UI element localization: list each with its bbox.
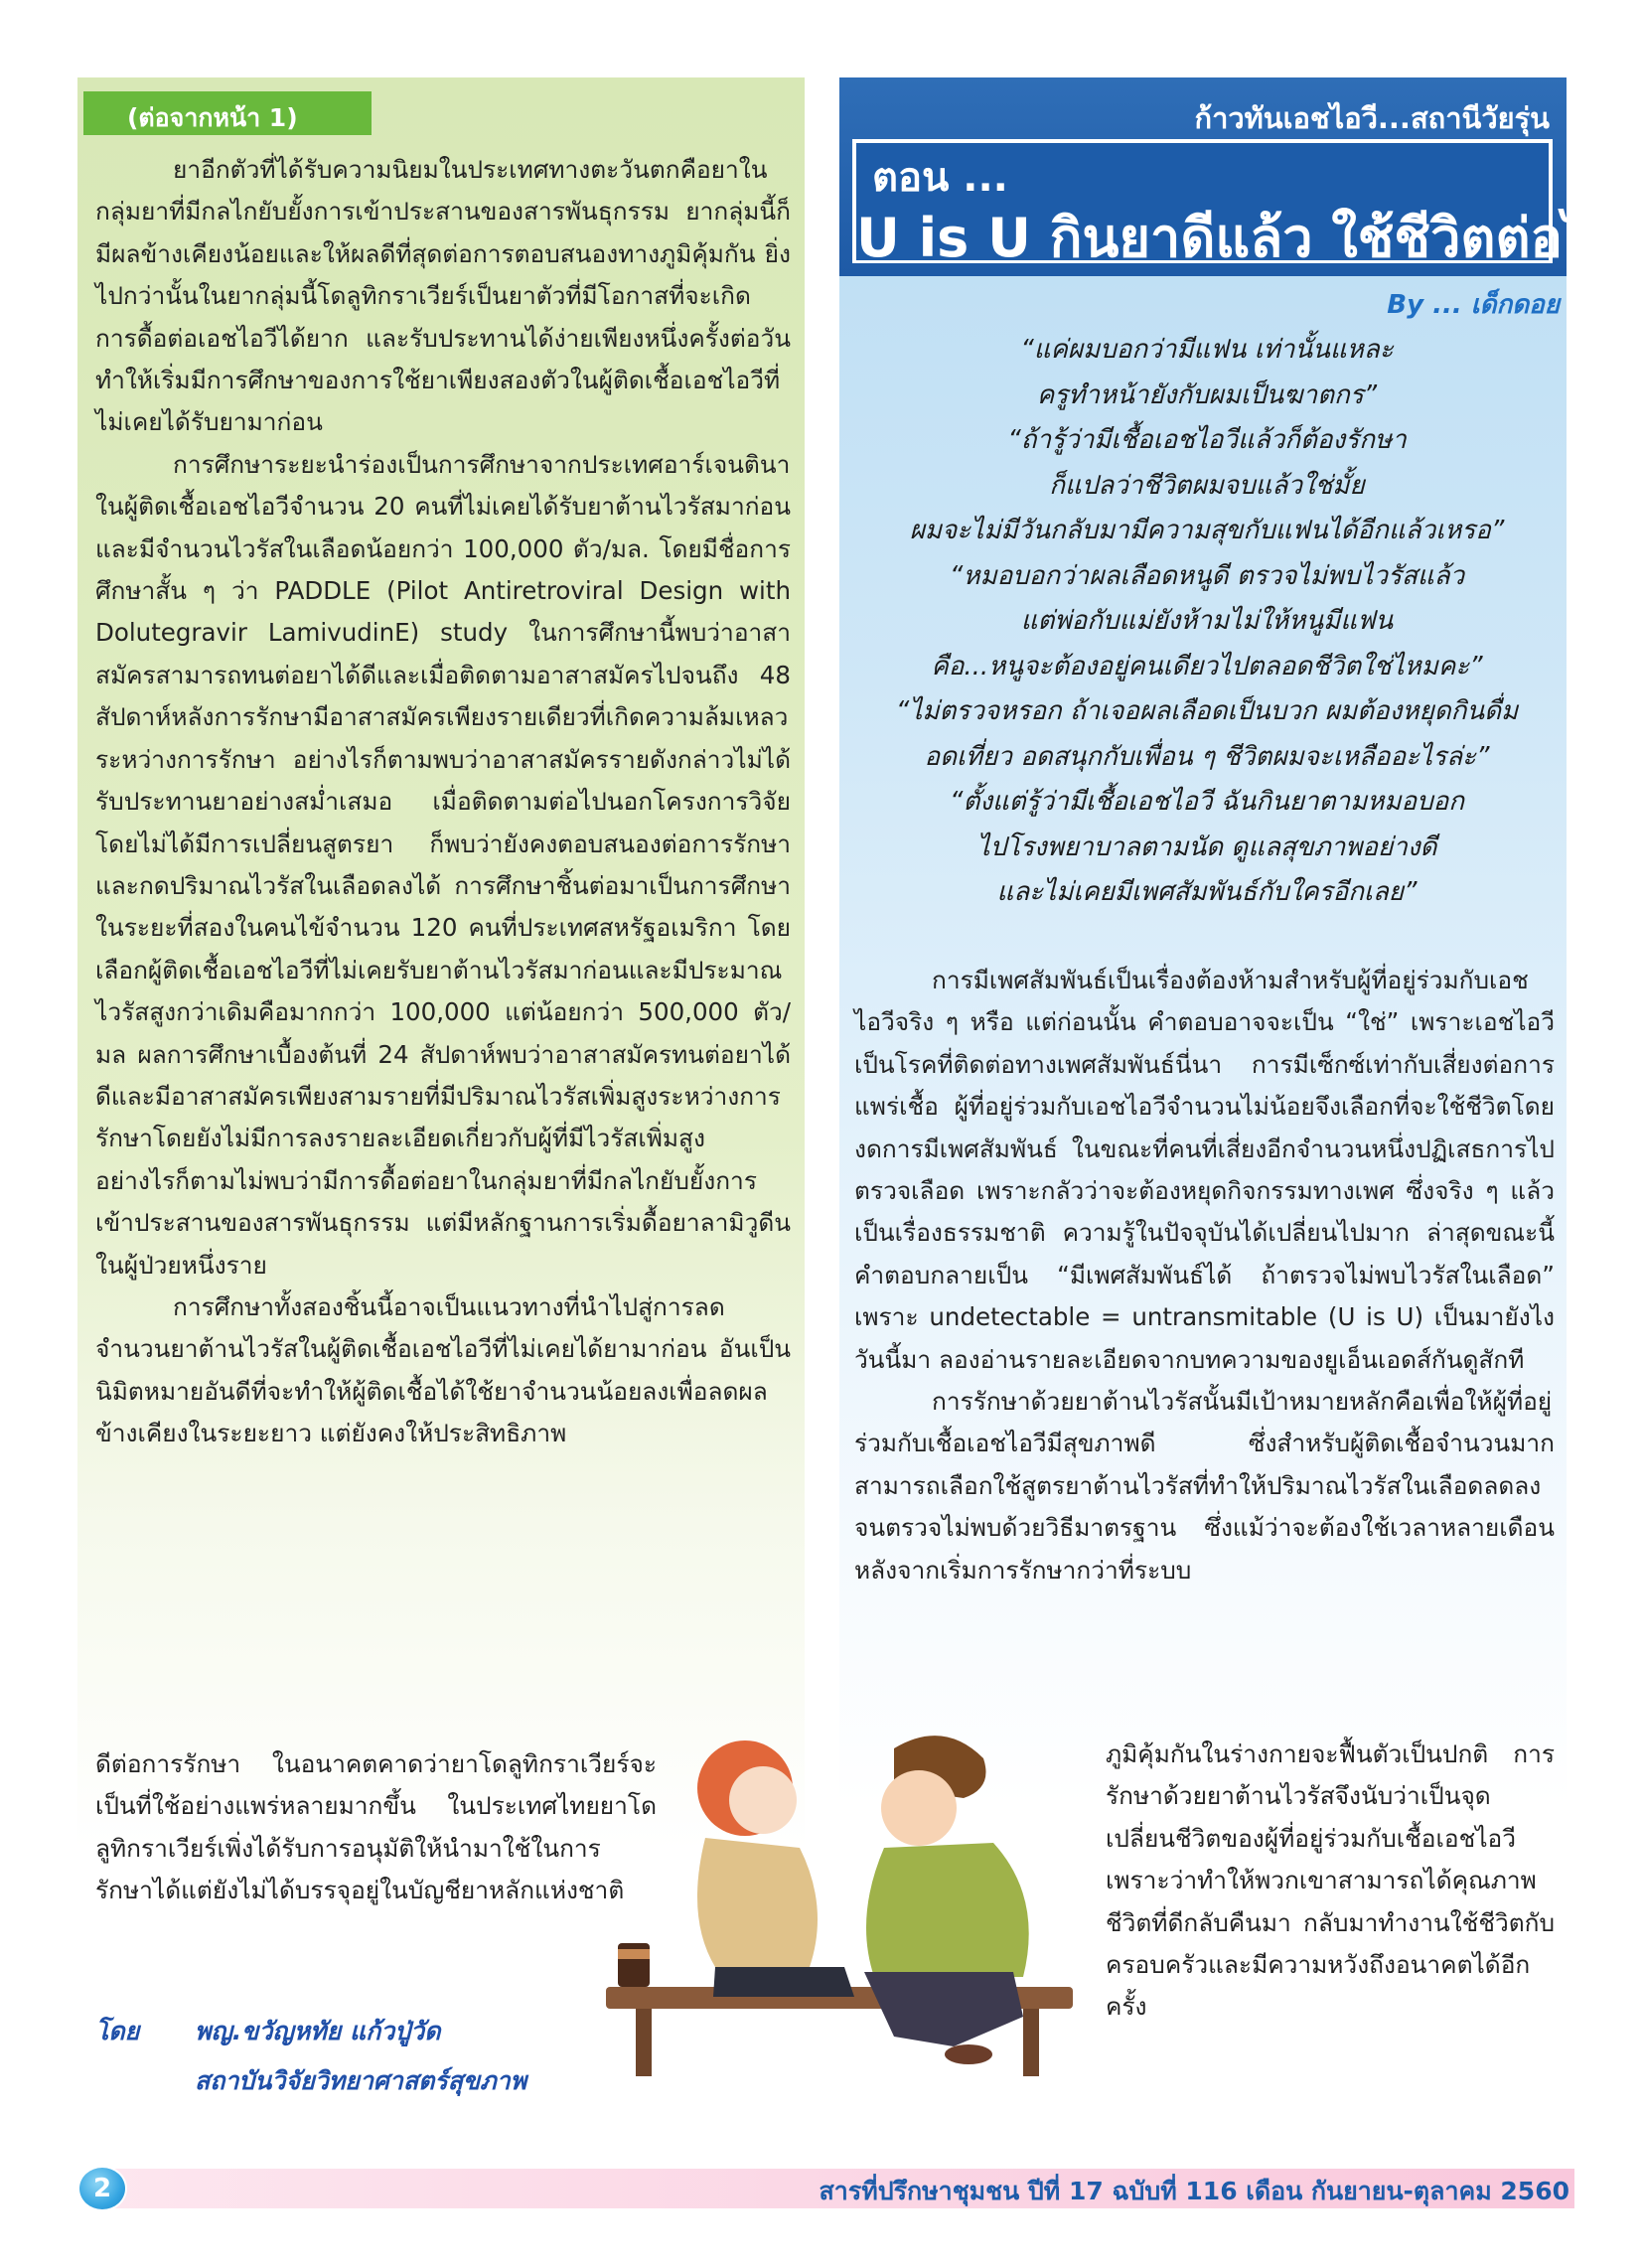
- bench-leg: [636, 2009, 652, 2076]
- series-title: ก้าวทันเอชไอวี...สถานีวัยรุ่น: [1194, 101, 1550, 135]
- quote-line: แต่พ่อกับแม่ยังห้ามไม่ให้หนูมีแฟน: [1020, 606, 1394, 636]
- girl-legs: [713, 1967, 854, 1997]
- boy-shoe: [945, 2044, 992, 2064]
- quote-line: และไม่เคยมีเพศสัมพันธ์กับใครอีกเลย”: [996, 877, 1418, 907]
- left-paragraph-3: การศึกษาทั้งสองชิ้นนี้อาจเป็นแนวทางที่นำไปสู่การลดจำนวนยาต้านไวรัสในผู้ติดเชื้อเอชไอวีที่ไม่เคยได้ยามาก่อน อันเป็นนิมิตหมายอันดีที่จะทำให้ผู้ติดเชื้อได้ใช้ยาจำนวนน้อยลงเพื่อลดผลข้างเคียงในระยะยาว แต่ยังคงให้ประสิทธิภาพ: [95, 1291, 791, 1448]
- right-paragraph-continued: ภูมิคุ้มกันในร่างกายจะฟื้นตัวเป็นปกติ การรักษาด้วยยาต้านไวรัสจึงนับว่าเป็นจุดเปลี่ยนชีวิตของผู้ที่อยู่ร่วมกับเชื้อเอชไอวีเพราะว่าทำให้พวกเขาสามารถได้คุณภาพชีวิตที่ดีกลับคืนมา กลับมาทำงานใช้ชีวิตกับครอบครัวและมีความหวังถึงอนาคตได้อีกครั้ง: [1106, 1739, 1555, 2022]
- girl-body: [697, 1838, 818, 1967]
- quote-line: “ไม่ตรวจหรอก ถ้าเจอผลเลือดเป็นบวก ผมต้องหยุดกินดื่ม: [895, 696, 1519, 726]
- left-paragraph-2: การศึกษาระยะนำร่องเป็นการศึกษาจากประเทศอาร์เจนตินาในผู้ติดเชื้อเอชไอวีจำนวน 20 คนที่ไม่เคยได้รับยาต้านไวรัสมาก่อน และมีจำนวนไวรัสในเลือดน้อยกว่า 100,000 ตัว/มล. โดยมีชื่อการศึกษาสั้น ๆ ว่า PADDLE (Pilot Antiretroviral Design with Dolutegravir LamivudinE) study ในการศึกษานี้พบว่าอาสาสมัครสามารถทนต่อยาได้ดีและเมื่อติดตามอาสาสมัครไปจนถึง 48 สัปดาห์หลังการรักษามีอาสาสมัครเพียงรายเดียวที่เกิดความล้มเหลวระหว่างการรักษา อย่างไรก็ตามพบว่าอาสาสมัครรายดังกล่าวไม่ได้รับประทานยาอย่างสม่ำเสมอ เมื่อติดตามต่อไปนอกโครงการวิจัยโดยไม่ได้มีการเปลี่ยนสูตรยา ก็พบว่ายังคงตอบสนองต่อการรักษาและกดปริมาณไวรัสในเลือดลงได้ การศึกษาชิ้นต่อมาเป็นการศึกษาในระยะที่สองในคนไข้จำนวน 120 คนที่ประเทศสหรัฐอเมริกา โดยเลือกผู้ติดเชื้อเอชไอวีที่ไม่เคยรับยาต้านไวรัสมาก่อนและมีประมาณไวรัสสูงกว่าเดิมคือมากกว่า 100,000 แต่น้อยกว่า 500,000 ตัว/มล ผลการศึกษาเบื้องต้นที่ 24 สัปดาห์พบว่าอาสาสมัครทนต่อยาได้ดีและมีอาสาสมัครเพียงสามรายที่มีปริมาณไวรัสเพิ่มสูงระหว่างการรักษาโดยยังไม่มีการลงรายละเอียดเกี่ยวกับผู้ที่มีไวรัสเพิ่มสูง อย่างไรก็ตามไม่พบว่ามีการดื้อต่อยาในกลุ่มยาที่มีกลไกยับยั้งการเข้าประสานของสารพันธุกรรม แต่มีหลักฐานการเริ่มดื้อยาลามิวูดีนในผู้ป่วยหนึ่งราย: [95, 449, 791, 1280]
- girl-face: [729, 1766, 797, 1834]
- episode-title: U is U กินยาดีแล้ว ใช้ชีวิตต่อได้: [856, 207, 1625, 269]
- author-name: พญ.ขวัญหทัย แก้วปู่วัด: [195, 2017, 441, 2045]
- episode-label: ตอน ...: [872, 155, 1008, 201]
- quote-line: ครูทำหน้ายังกับผมเป็นฆาตกร”: [1036, 379, 1378, 410]
- left-article-body: [95, 149, 791, 1455]
- byline: By ... เด็กดอย: [1387, 290, 1560, 320]
- boy-legs: [864, 1972, 1023, 2046]
- left-paragraph-continued: ดีต่อการรักษา ในอนาคตคาดว่ายาโดลูทิกราเวียร์จะเป็นที่ใช้อย่างแพร่หลายมากขึ้น ในประเทศไทยยาโดลูทิกราเวียร์เพิ่งได้รับการอนุมัติให้นำมาใช้ในการรักษาได้แต่ยังไม่ได้บรรจุอยู่ในบัญชียาหลักแห่งชาติ: [95, 1749, 657, 1905]
- left-paragraph-1: ยาอีกตัวที่ได้รับความนิยมในประเทศทางตะวันตกคือยาในกลุ่มยาที่มีกลไกยับยั้งการเข้าประสานของสารพันธุกรรม ยากลุ่มนี้ก็มีผลข้างเคียงน้อยและให้ผลดีที่สุดต่อการตอบสนองทางภูมิคุ้มกัน ยิ่งไปกว่านั้นในยากลุ่มนี้โดลูทิกราเวียร์เป็นยาตัวที่มีโอกาสที่จะเกิดการดื้อต่อเอชไอวีได้ยาก และรับประทานได้ง่ายเพียงหนึ่งครั้งต่อวัน ทำให้เริ่มมีการศึกษาของการใช้ยาเพียงสองตัวในผู้ติดเชื้อเอชไอวีที่ไม่เคยได้รับยามาก่อน: [95, 155, 791, 437]
- quote-line: “ถ้ารู้ว่ามีเชื้อเอชไอวีแล้วก็ต้องรักษา: [1007, 425, 1407, 455]
- author-institution: สถาบันวิจัยวิทยาศาสตร์สุขภาพ: [195, 2066, 527, 2095]
- quote-line: “ตั้งแต่รู้ว่ามีเชื้อเอชไอวี ฉันกินยาตามหมอบอก: [949, 787, 1465, 817]
- quote-line: อดเที่ยว อดสนุกกับเพื่อน ๆ ชีวิตผมจะเหลืออะไรล่ะ”: [924, 741, 1490, 772]
- quote-line: ผมจะไม่มีวันกลับมามีความสุขกับแฟนได้อีกแล้วเหรอ”: [909, 516, 1505, 545]
- quote-block: [864, 328, 1550, 916]
- author-prefix: โดย: [95, 2017, 140, 2045]
- right-article-body: [854, 960, 1555, 1591]
- quote-line: คือ...หนูจะต้องอยู่คนเดียวไปตลอดชีวิตใช่ไหมคะ”: [931, 651, 1483, 681]
- right-paragraph-1: การมีเพศสัมพันธ์เป็นเรื่องต้องห้ามสำหรับผู้ที่อยู่ร่วมกับเอชไอวีจริง ๆ หรือ แต่ก่อนนั้น คำตอบอาจจะเป็น “ใช่” เพราะเอชไอวีเป็นโรคที่ติดต่อทางเพศสัมพันธ์นี่นา การมีเซ็กซ์เท่ากับเสี่ยงต่อการแพร่เชื้อ ผู้ที่อยู่ร่วมกับเอชไอวีจำนวนไม่น้อยจึงเลือกที่จะใช้ชีวิตโดยงดการมีเพศสัมพันธ์ ในขณะที่คนที่เสี่ยงอีกจำนวนหนึ่งปฏิเสธการไปตรวจเลือด เพราะกลัวว่าจะต้องหยุดกิจกรรมทางเพศ ซึ่งจริง ๆ แล้วเป็นเรื่องธรรมชาติ ความรู้ในปัจจุบันได้เปลี่ยนไปมาก ล่าสุดขณะนี้ คำตอบกลายเป็น “มีเพศสัมพันธ์ได้ ถ้าตรวจไม่พบไวรัสในเลือด” เพราะ undetectable = untransmitable (U is U) เป็นมายังไงวันนี้มา ลองอ่านรายละเอียดจากบทความของยูเอ็นเอดส์กันดูสักที: [854, 966, 1555, 1374]
- quote-line: “หมอบอกว่าผลเลือดหนูดี ตรวจไม่พบไวรัสแล้ว: [949, 560, 1465, 591]
- continued-from-page-tag: (ต่อจากหน้า 1): [83, 91, 372, 135]
- right-paragraph-2: การรักษาด้วยยาต้านไวรัสนั้นมีเป้าหมายหลักคือเพื่อให้ผู้ที่อยู่ร่วมกับเชื้อเอชไอวีมีสุขภาพดี ซึ่งสำหรับผู้ติดเชื้อจำนวนมากสามารถเลือกใช้สูตรยาต้านไวรัสที่ทำให้ปริมาณไวรัสในเลือดลดลงจนตรวจไม่พบด้วยวิธีมาตรฐาน ซึ่งแม้ว่าจะต้องใช้เวลาหลายเดือนหลังจากเริ่มการรักษากว่าที่ระบบ: [854, 1387, 1555, 1585]
- quote-line: “แค่ผมบอกว่ามีแฟน เท่านั้นแหละ: [1020, 335, 1394, 365]
- quote-line: ก็แปลว่าชีวิตผมจบแล้วใช่มั้ย: [1049, 470, 1365, 501]
- page-number-badge: 2: [77, 2166, 127, 2211]
- bench-leg: [1023, 2009, 1039, 2076]
- couple-kissing-illustration: [596, 1719, 1093, 2076]
- footer-publication-info: สารที่ปรึกษาชุมชน ปีที่ 17 ฉบับที่ 116 เดือน กันยายน-ตุลาคม 2560: [819, 2177, 1569, 2205]
- quote-line: ไปโรงพยาบาลตามนัด ดูแลสุขภาพอย่างดี: [976, 832, 1437, 862]
- boy-face: [881, 1770, 957, 1846]
- boy-sweater: [866, 1843, 1029, 1977]
